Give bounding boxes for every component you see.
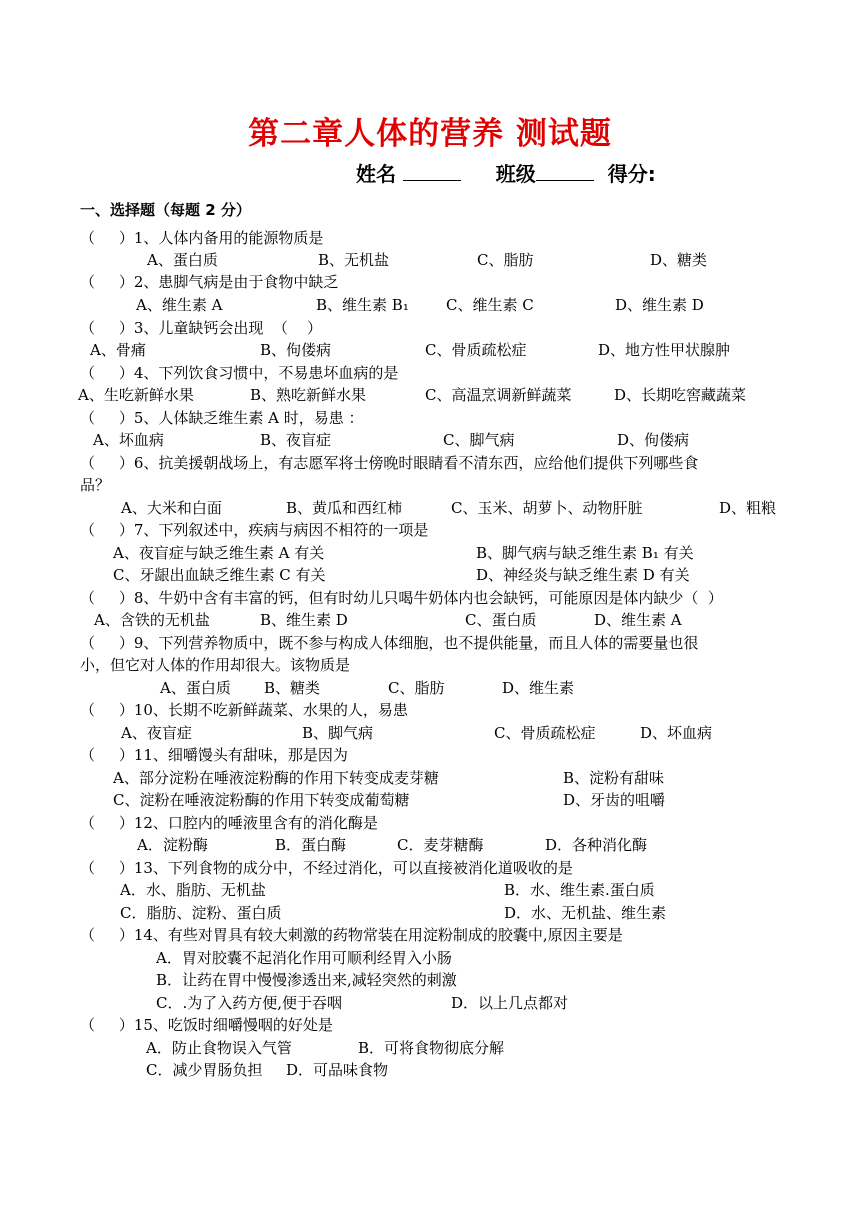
option-item: A、生吃新鲜水果 [78,386,194,404]
option-item: C、脂肪 [388,679,445,697]
option-item: A、骨痛 [90,341,146,359]
option-item: D、地方性甲状腺肿 [598,341,731,359]
option-item: B．让药在胃中慢慢渗透出来,减轻突然的刺激 [156,971,457,989]
option-item: D、维生素 [502,679,575,697]
option-item: A、大米和白面 [121,499,222,517]
option-item: D．可品味食物 [286,1061,389,1079]
question-line: 品？ [80,476,111,494]
option-item: D、粗粮 [719,499,777,517]
option-item: D．各种消化酶 [545,836,648,854]
option-item: B、黄瓜和西红柿 [286,499,403,517]
option-item: C、淀粉在唾液淀粉酶的作用下转变成葡萄糖 [113,791,410,809]
section-heading: 一、选择题（每题 2 分） [80,201,251,219]
option-item: C、高温烹调新鲜蔬菜 [425,386,572,404]
option-item: D、佝偻病 [617,431,690,449]
option-item: C、骨质疏松症 [425,341,527,359]
question-line: （ ）14、有些对胃具有较大刺激的药物常装在用淀粉制成的胶囊中,原因主要是 [80,926,623,944]
question-line: （ ）11、细嚼馒头有甜味，那是因为 [80,746,348,764]
option-item: D、糖类 [650,251,708,269]
option-item: A、含铁的无机盐 [94,611,210,629]
option-item: D、坏血病 [640,724,713,742]
name-blank[interactable] [403,162,461,181]
option-item: A．防止食物误入气管 [146,1039,292,1057]
class-blank[interactable] [536,162,594,181]
question-line: （ ）4、下列饮食习惯中，不易患坏血病的是 [80,364,399,382]
question-line: （ ）15、吃饭时细嚼慢咽的好处是 [80,1016,333,1034]
question-line: （ ）3、儿童缺钙会出现 （ ） [80,319,322,337]
option-item: D．以上几点都对 [451,994,569,1012]
option-item: B、无机盐 [318,251,390,269]
option-item: D、牙齿的咀嚼 [563,791,666,809]
option-item: B、夜盲症 [260,431,332,449]
question-line: （ ）12、口腔内的唾液里含有的消化酶是 [80,814,378,832]
option-item: D、长期吃窖藏蔬菜 [614,386,747,404]
option-item: B．水、维生素.蛋白质 [504,881,655,899]
option-item: C．脂肪、淀粉、蛋白质 [120,904,282,922]
option-item: A、夜盲症与缺乏维生素 A 有关 [113,544,325,562]
option-item: C、蛋白质 [465,611,537,629]
option-item: B、脚气病 [302,724,374,742]
class-label: 班级 [495,162,536,186]
option-item: B．可将食物彻底分解 [358,1039,505,1057]
student-info [356,158,656,187]
name-label: 姓名 [356,162,396,186]
option-item: B、淀粉有甜味 [563,769,665,787]
option-item: B、维生素 D [260,611,348,629]
question-line: （ ）7、下列叙述中，疾病与病因不相符的一项是 [80,521,429,539]
option-item: C、牙龈出血缺乏维生素 C 有关 [113,566,326,584]
option-item: B、脚气病与缺乏维生素 B₁ 有关 [476,544,694,562]
option-item: D、神经炎与缺乏维生素 D 有关 [476,566,690,584]
question-line: （ ）5、人体缺乏维生素 A 时，易患 ： [80,409,364,427]
option-item: D、维生素 A [594,611,682,629]
option-item: B、糖类 [264,679,321,697]
option-item: C．减少胃肠负担 [146,1061,263,1079]
option-item: A、坏血病 [93,431,164,449]
option-item: A、夜盲症 [121,724,192,742]
option-item: C、脂肪 [477,251,534,269]
option-item: A．水、脂肪、无机盐 [120,881,266,899]
option-item: B、熟吃新鲜水果 [250,386,367,404]
question-line: （ ）13、下列食物的成分中，不经过消化，可以直接被消化道吸收的是 [80,859,573,877]
option-item: A．淀粉酶 [137,836,208,854]
option-item: A、维生素 A [136,296,223,314]
question-line: （ ）9、下列营养物质中，既不参与构成人体细胞，也不提供能量，而且人体的需要量也很 [80,634,699,652]
option-item: D、维生素 D [615,296,704,314]
question-line: （ ）6、抗美援朝战场上，有志愿军将士傍晚时眼睛看不清东西，应给他们提供下列哪些食 [80,454,699,472]
option-item: B、佝偻病 [260,341,332,359]
page-title: 第二章人体的营养 测试题 [248,116,612,152]
option-item: C、玉米、胡萝卜、动物肝脏 [451,499,643,517]
option-item: C．.为了入药方便,便于吞咽 [156,994,343,1012]
score-label: 得分: [607,162,656,186]
option-item: C、骨质疏松症 [494,724,596,742]
option-item: C、维生素 C [446,296,534,314]
option-item: A、蛋白质 [147,251,218,269]
option-item: A、部分淀粉在唾液淀粉酶的作用下转变成麦芽糖 [113,769,439,787]
option-item: A．胃对胶囊不起消化作用可顺利经胃入小肠 [156,949,452,967]
question-line: 小，但它对人体的作用却很大。该物质是 [80,656,351,674]
option-item: B．蛋白酶 [275,836,347,854]
option-item: C．麦芽糖酶 [397,836,484,854]
option-item: C、脚气病 [443,431,515,449]
question-line: （ ）8、牛奶中含有丰富的钙，但有时幼儿只喝牛奶体内也会缺钙，可能原因是体内缺少（ ） [80,589,723,607]
question-line: （ ）2、患脚气病是由于食物中缺乏 [80,273,339,291]
option-item: B、维生素 B₁ [316,296,409,314]
option-item: A、蛋白质 [160,679,231,697]
question-line: （ ）1、人体内备用的能源物质是 [80,229,324,247]
question-line: （ ）10、长期不吃新鲜蔬菜、水果的人，易患 [80,701,408,719]
option-item: D．水、无机盐、维生素 [504,904,667,922]
